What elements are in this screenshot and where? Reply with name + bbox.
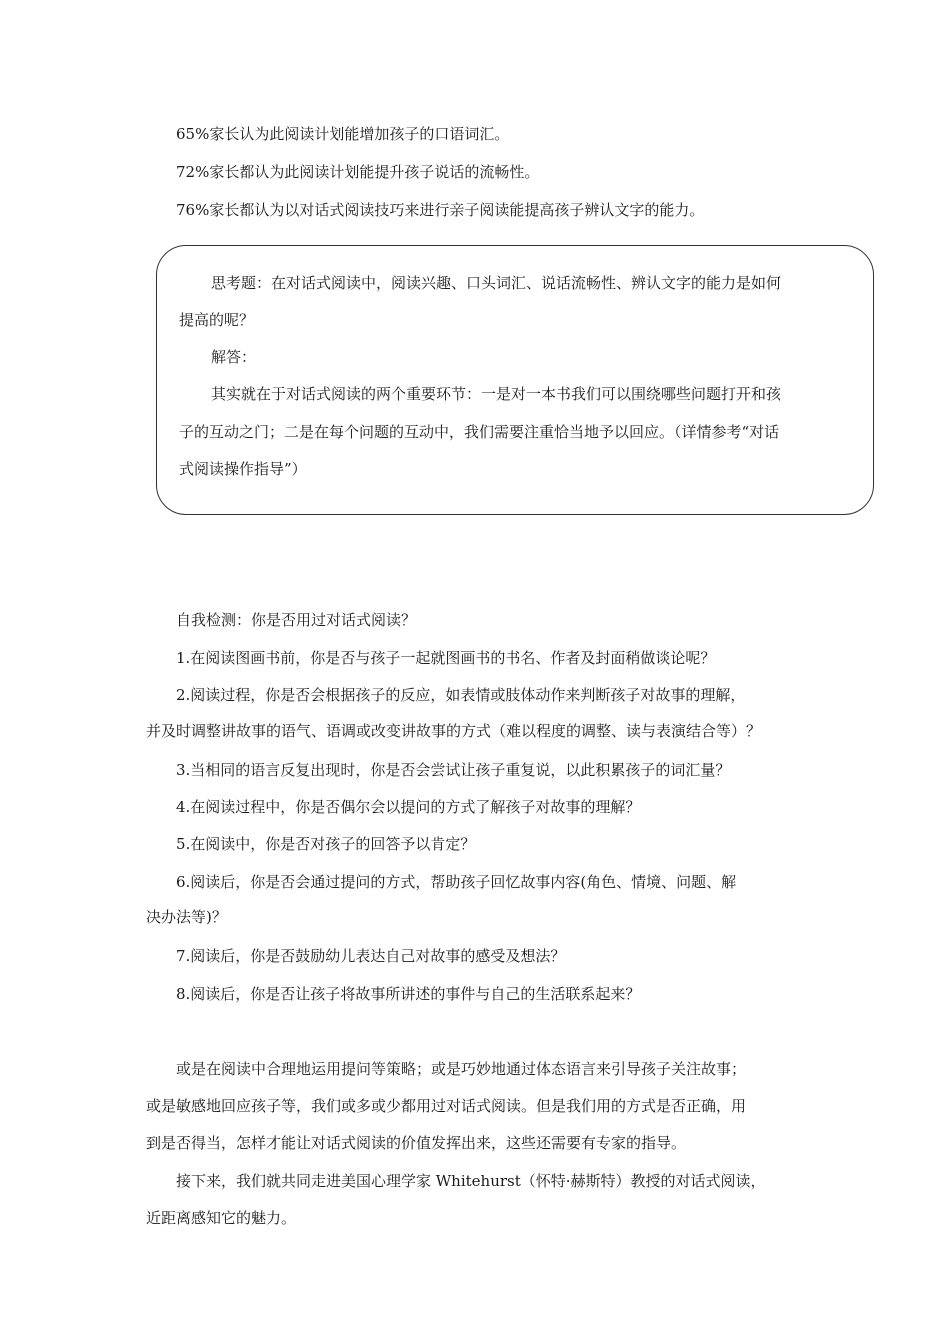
- selfcheck-q6-line-2: 决办法等)？: [146, 908, 227, 926]
- closing-p1-line-2: 或是敏感地回应孩子等，我们或多或少都用过对话式阅读。但是我们用的方式是否正确，用: [146, 1097, 747, 1115]
- selfcheck-q7: 7.阅读后，你是否鼓励幼儿表达自己对故事的感受及想法？: [176, 947, 566, 965]
- closing-p1-line-1: 或是在阅读中合理地运用提问等策略；或是巧妙地通过体态语言来引导孩子关注故事；: [176, 1060, 747, 1078]
- answer-label: 解答：: [211, 348, 257, 366]
- selfcheck-q1: 1.在阅读图画书前，你是否与孩子一起就图画书的书名、作者及封面稍做谈论呢？: [176, 649, 716, 667]
- stat-vocabulary: 65%家长认为此阅读计划能增加孩子的口语词汇。: [176, 125, 510, 143]
- stat-word-recognition: 76%家长都认为以对话式阅读技巧来进行亲子阅读能提高孩子辨认文字的能力。: [176, 201, 705, 219]
- selfcheck-q2-line-2: 并及时调整讲故事的语气、语调或改变讲故事的方式（难以程度的调整、读与表演结合等）？: [146, 722, 762, 740]
- closing-p2-line-1: 接下来，我们就共同走进美国心理学家 Whitehurst（怀特·赫斯特）教授的对话式阅读，: [176, 1172, 766, 1190]
- question-line-1: 思考题：在对话式阅读中，阅读兴趣、口头词汇、说话流畅性、辨认文字的能力是如何: [211, 274, 782, 292]
- selfcheck-q2-line-1: 2.阅读过程，你是否会根据孩子的反应，如表情或肢体动作来判断孩子对故事的理解，: [176, 686, 746, 704]
- answer-line-2: 子的互动之门；二是在每个问题的互动中，我们需要注重恰当地予以回应。（详情参考“对话: [179, 423, 780, 441]
- thinking-question-box: [156, 245, 874, 515]
- stat-fluency: 72%家长都认为此阅读计划能提升孩子说话的流畅性。: [176, 163, 540, 181]
- question-line-2: 提高的呢？: [179, 311, 255, 329]
- answer-line-1: 其实就在于对话式阅读的两个重要环节：一是对一本书我们可以围绕哪些问题打开和孩: [211, 385, 782, 403]
- selfcheck-q8: 8.阅读后，你是否让孩子将故事所讲述的事件与自己的生活联系起来？: [176, 985, 641, 1003]
- selfcheck-q4: 4.在阅读过程中，你是否偶尔会以提问的方式了解孩子对故事的理解？: [176, 798, 641, 816]
- selfcheck-q6-line-1: 6.阅读后，你是否会通过提问的方式，帮助孩子回忆故事内容(角色、情境、问题、解: [176, 873, 737, 891]
- answer-line-3: 式阅读操作指导”）: [179, 460, 307, 478]
- closing-p2-line-2: 近距离感知它的魅力。: [146, 1209, 297, 1227]
- selfcheck-q3: 3.当相同的语言反复出现时，你是否会尝试让孩子重复说，以此积累孩子的词汇量？: [176, 761, 731, 779]
- closing-p1-line-3: 到是否得当，怎样才能让对话式阅读的价值发挥出来，这些还需要有专家的指导。: [146, 1134, 687, 1152]
- selfcheck-q5: 5.在阅读中，你是否对孩子的回答予以肯定？: [176, 835, 476, 853]
- selfcheck-title: 自我检测：你是否用过对话式阅读？: [176, 611, 417, 629]
